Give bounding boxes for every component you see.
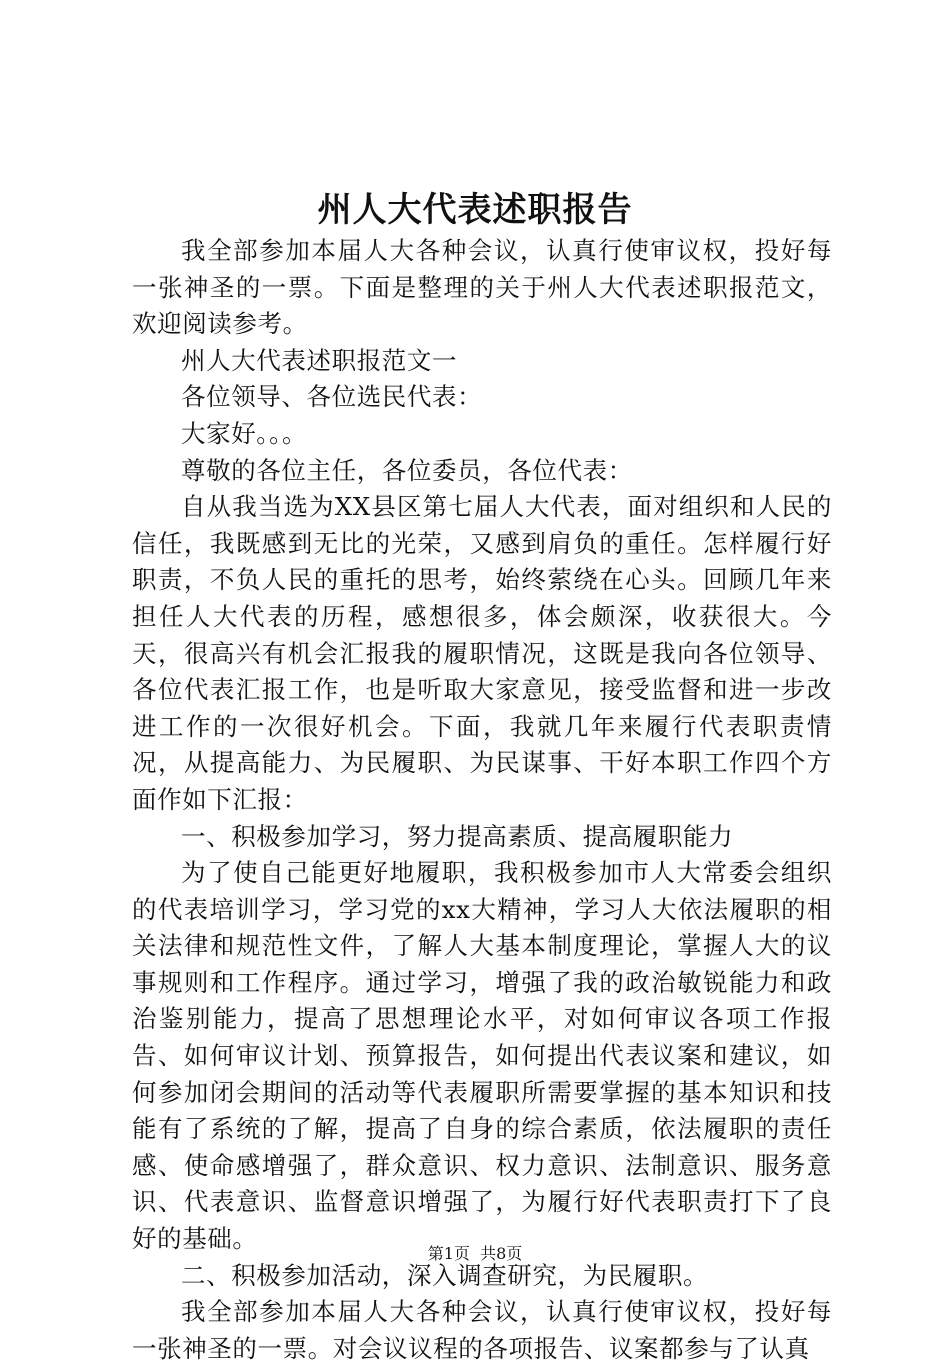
page-total: 共8页: [480, 1244, 523, 1263]
document-title: 州人大代表述职报告: [317, 190, 633, 230]
body-paragraph: 为了使自己能更好地履职，我积极参加市人大常委会组织的代表培训学习，学习党的xx大精神，学习人大依法履职的相关法律和规范性文件，了解人大基本制度理论，掌握人大的议事规则和工作程序。通过学习，增强了我的政治敏锐能力和政治鉴别能力，提高了思想理论水平，对如何审议各项工作报告、如何审议计划、预算报告，如何提出代表议案和建议，如何参加闭会期间的活动等代表履职所需要掌握的基本知识和技能有了系统的了解，提高了自身的综合素质，依法履职的责任感、使命感增强了，群众意识、权力意识、法制意识、服务意识、代表意识、监督意识增强了，为履行好代表职责打下了良好的基础。: [132, 858, 832, 1254]
body-paragraph: 自从我当选为XX县区第七届人大代表，面对组织和人民的信任，我既感到无比的光荣，又感到肩负的重任。怎样履行好职责，不负人民的重托的思考，始终萦绕在心头。回顾几年来担任人大代表的历程，感想很多，体会颇深，收获很大。今天，很高兴有机会汇报我的履职情况，这既是我向各位领导、各位代表汇报工作，也是听取大家意见，接受监督和进一步改进工作的一次很好机会。下面，我就几年来履行代表职责情况，从提高能力、为民履职、为民谋事、干好本职工作四个方面作如下汇报：: [132, 492, 832, 814]
page-footer: [0, 1243, 950, 1265]
footer-separator: [470, 1244, 480, 1263]
body-paragraph: 我全部参加本届人大各种会议，认真行使审议权，投好每一张神圣的一票。下面是整理的关于州人大代表述职报范文，欢迎阅读参考。: [132, 236, 832, 339]
body-paragraph: 州人大代表述职报范文一: [181, 345, 458, 375]
body-paragraph: 我全部参加本届人大各种会议，认真行使审议权，投好每一张神圣的一票。对会议议程的各项报告、议案都参与了认真: [132, 1297, 832, 1363]
body-paragraph: 尊敬的各位主任，各位委员，各位代表：: [181, 455, 633, 485]
page-number: 第1页: [427, 1244, 470, 1263]
body-paragraph: 各位领导、各位选民代表：: [181, 382, 483, 412]
section-heading: 一、积极参加学习，努力提高素质、提高履职能力: [181, 821, 734, 851]
section-heading: 二、积极参加活动，深入调查研究，为民履职。: [181, 1260, 709, 1290]
document-body: [132, 233, 832, 1367]
body-paragraph: 大家好。。。: [181, 418, 308, 448]
